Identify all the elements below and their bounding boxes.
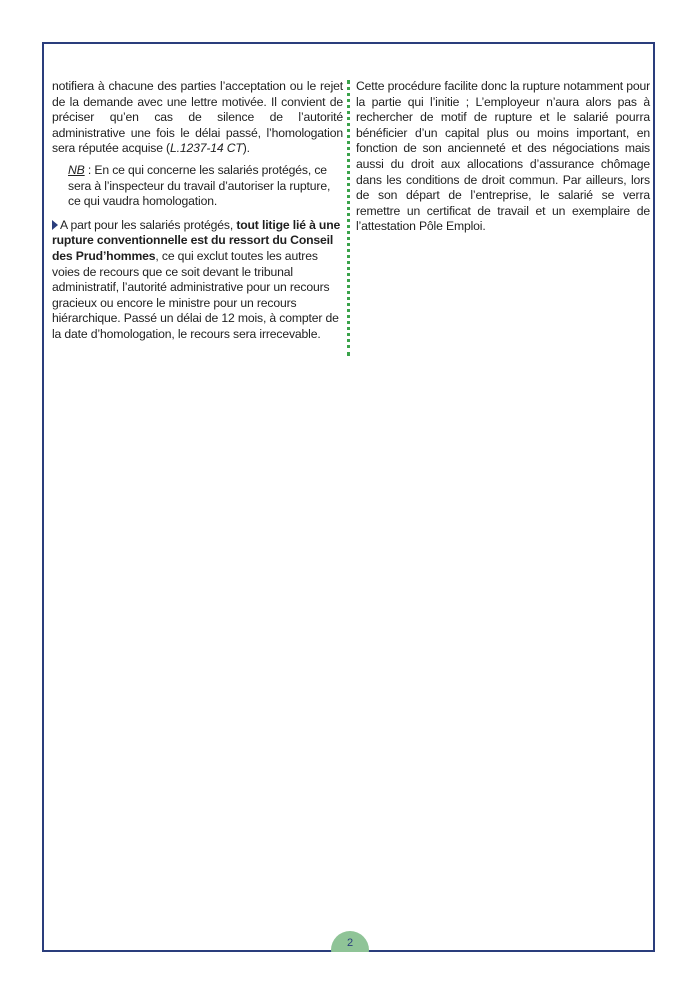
page-number-mask (300, 952, 400, 982)
page-number: 2 (346, 937, 354, 949)
left-paragraph (52, 79, 343, 157)
right-column (356, 79, 650, 235)
left-column (52, 79, 343, 343)
note-label: NB (68, 162, 85, 177)
right-paragraph: Cette procédure facilite donc la rupture notamment pour la partie qui l’initie ; L’employeur n’aura alors pas à rechercher de motif de rupture et le salarié pourra bénéficier d’un capital plus ou moins important, en fonction de son ancienneté et des négociations mais aussi du droit aux allocations d’assurance chômage dans les conditions de droit commun. Par ailleurs, lors de son départ de l’entreprise, le salarié se verra remettre un certificat de travail et un exemplaire de l’attestation Pôle Emploi. (356, 79, 650, 234)
left-paragraph-end: ). (242, 141, 250, 156)
left-paragraph-text: notifiera à chacune des parties l’acceptation ou le rejet de la demande avec une lettre motivée. Il convient de préciser qu’en cas de silence de l’autorité administrative une fois le délai passé, l’homologation sera réputée acquise ( (52, 79, 343, 156)
bullet-paragraph (52, 218, 343, 343)
legal-reference: L.1237-14 CT (169, 141, 243, 156)
bullet-arrow-icon (52, 220, 58, 230)
column-divider (347, 80, 350, 356)
note-paragraph (68, 163, 343, 210)
bullet-bold-text: tout litige lié à une rupture conventionnelle est du ressort du Conseil des Prud’hommes (52, 217, 341, 263)
bullet-intro: A part pour les salariés protégés, (60, 217, 237, 232)
bullet-rest-text: , ce qui exclut toutes les autres voies de recours que ce soit devant le tribunal administratif, l’autorité administrative pour un recours gracieux ou encore le ministre pour un recours hiérarchique. Passé un délai de 12 mois, à compter de la date d’homologation, le recours sera irrecevable. (52, 248, 339, 341)
note-text: : En ce qui concerne les salariés protégés, ce sera à l’inspecteur du travail d’autoriser la rupture, ce qui vaudra homologation. (68, 162, 331, 209)
